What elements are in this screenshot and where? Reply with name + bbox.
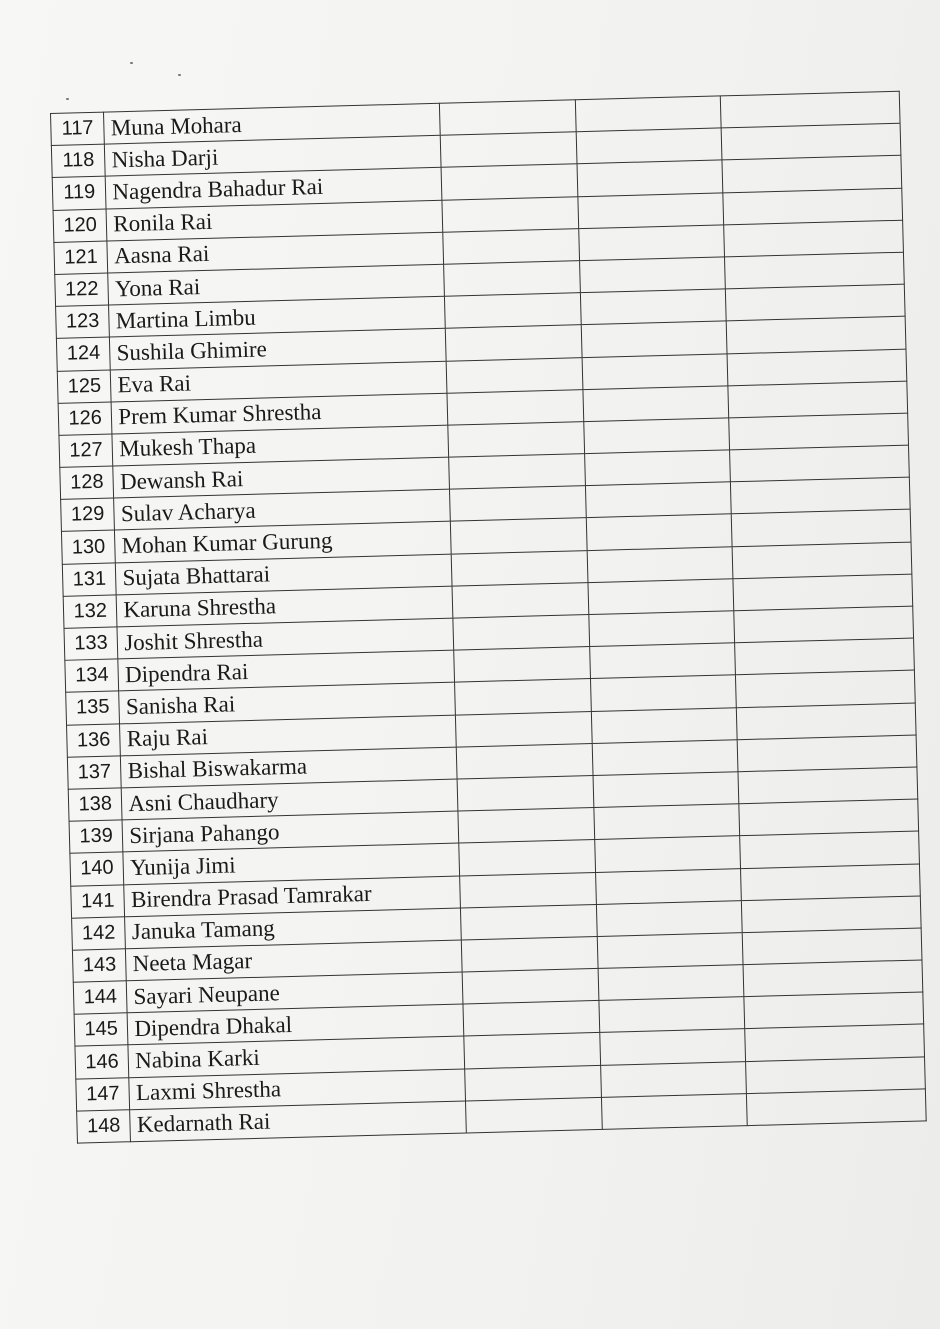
serial-number-cell: 137 <box>67 756 121 790</box>
blank-cell <box>590 675 736 711</box>
serial-number-cell: 143 <box>72 949 126 983</box>
blank-cell <box>589 611 735 647</box>
serial-number-cell: 128 <box>60 466 114 500</box>
blank-cell <box>736 703 916 740</box>
blank-cell <box>739 799 919 836</box>
blank-cell <box>452 582 589 618</box>
blank-cell <box>593 772 739 808</box>
blank-cell <box>729 445 909 482</box>
serial-number-cell: 133 <box>64 627 118 661</box>
serial-number-cell: 125 <box>57 370 111 404</box>
person-name-cell: Sayari Neupane <box>127 972 463 1013</box>
person-name-cell: Birendra Prasad Tamrakar <box>124 876 460 917</box>
blank-cell <box>742 928 922 965</box>
serial-number-cell: 134 <box>65 659 119 693</box>
person-name-cell: Sushila Ghimire <box>110 329 446 370</box>
blank-cell <box>732 542 912 579</box>
serial-number-cell: 141 <box>71 884 125 918</box>
blank-cell <box>589 643 735 679</box>
blank-cell <box>578 192 724 228</box>
person-name-cell: Sujata Bhattarai <box>116 554 452 595</box>
blank-cell <box>583 418 729 454</box>
blank-cell <box>579 257 725 293</box>
blank-cell <box>599 997 745 1033</box>
name-roster-table <box>50 91 927 1144</box>
blank-cell <box>733 606 913 643</box>
person-name-cell: Raju Rai <box>120 715 456 756</box>
serial-number-cell: 122 <box>55 273 109 307</box>
blank-cell <box>577 160 723 196</box>
serial-number-cell: 121 <box>54 241 108 275</box>
person-name-cell: Sirjana Pahango <box>122 811 458 852</box>
blank-cell <box>578 225 724 261</box>
person-name-cell: Nabina Karki <box>128 1036 464 1077</box>
blank-cell <box>594 836 740 872</box>
person-name-cell: Muna Mohara <box>104 103 440 144</box>
person-name-cell: Sulav Acharya <box>114 489 450 530</box>
blank-cell <box>726 316 906 353</box>
person-name-cell: Joshit Shrestha <box>117 618 453 659</box>
serial-number-cell: 146 <box>75 1045 129 1079</box>
serial-number-cell: 126 <box>58 402 112 436</box>
blank-cell <box>744 992 924 1029</box>
serial-number-cell: 145 <box>74 1013 128 1047</box>
serial-number-cell: 148 <box>77 1110 131 1144</box>
blank-cell <box>448 422 585 458</box>
blank-cell <box>728 381 908 418</box>
person-name-cell: Yunija Jimi <box>123 843 459 884</box>
blank-cell <box>465 1097 602 1133</box>
blank-cell <box>576 128 722 164</box>
person-name-cell: Ronila Rai <box>106 200 442 241</box>
blank-cell <box>442 196 579 232</box>
blank-cell <box>738 767 918 804</box>
blank-cell <box>723 220 903 257</box>
blank-cell <box>455 711 592 747</box>
serial-number-cell: 130 <box>61 530 115 564</box>
person-name-cell: Mukesh Thapa <box>112 425 448 466</box>
blank-cell <box>441 164 578 200</box>
blank-cell <box>588 579 734 615</box>
person-name-cell: Martina Limbu <box>109 296 445 337</box>
blank-cell <box>456 743 593 779</box>
blank-cell <box>453 615 590 651</box>
blank-cell <box>739 831 919 868</box>
serial-number-cell: 142 <box>72 917 126 951</box>
blank-cell <box>460 904 597 940</box>
blank-cell <box>464 1033 601 1069</box>
serial-number-cell: 139 <box>69 820 123 854</box>
serial-number-cell: 138 <box>68 788 122 822</box>
blank-cell <box>462 969 599 1005</box>
person-name-cell: Dipendra Rai <box>118 650 454 691</box>
blank-cell <box>443 261 580 297</box>
blank-cell <box>598 965 744 1001</box>
serial-number-cell: 144 <box>73 981 127 1015</box>
blank-cell <box>599 1029 745 1065</box>
blank-cell <box>583 386 729 422</box>
blank-cell <box>723 188 903 225</box>
blank-cell <box>730 477 910 514</box>
blank-cell <box>585 482 731 518</box>
person-name-cell: Karuna Shrestha <box>117 586 453 627</box>
person-name-cell: Prem Kumar Shrestha <box>111 393 447 434</box>
blank-cell <box>720 91 900 128</box>
blank-cell <box>448 454 585 490</box>
blank-cell <box>744 1024 924 1061</box>
person-name-cell: Asni Chaudhary <box>122 779 458 820</box>
blank-cell <box>591 707 737 743</box>
blank-cell <box>444 293 581 329</box>
blank-cell <box>740 863 920 900</box>
blank-cell <box>746 1089 926 1126</box>
person-name-cell: Yona Rai <box>108 264 444 305</box>
blank-cell <box>580 289 726 325</box>
blank-cell <box>463 1001 600 1037</box>
serial-number-cell: 124 <box>56 337 110 371</box>
blank-cell <box>587 546 733 582</box>
blank-cell <box>735 670 915 707</box>
person-name-cell: Aasna Rai <box>107 232 443 273</box>
blank-cell <box>597 933 743 969</box>
person-name-cell: Kedarnath Rai <box>130 1101 466 1142</box>
blank-cell <box>464 1065 601 1101</box>
scan-speck <box>178 74 181 76</box>
person-name-cell: Mohan Kumar Gurung <box>115 522 451 563</box>
blank-cell <box>447 389 584 425</box>
blank-cell <box>450 518 587 554</box>
blank-cell <box>453 647 590 683</box>
roster-body <box>51 91 927 1143</box>
blank-cell <box>722 156 902 193</box>
blank-cell <box>724 252 904 289</box>
serial-number-cell: 127 <box>59 434 113 468</box>
blank-cell <box>445 325 582 361</box>
blank-cell <box>458 840 595 876</box>
person-name-cell: Dewansh Rai <box>113 457 449 498</box>
person-name-cell: Januka Tamang <box>125 908 461 949</box>
blank-cell <box>721 123 901 160</box>
scan-speck <box>66 98 69 100</box>
blank-cell <box>581 321 727 357</box>
blank-cell <box>741 896 921 933</box>
blank-cell <box>733 574 913 611</box>
serial-number-cell: 135 <box>66 691 120 725</box>
person-name-cell: Nagendra Bahadur Rai <box>106 168 442 209</box>
serial-number-cell: 136 <box>67 723 121 757</box>
serial-number-cell: 129 <box>61 498 115 532</box>
blank-cell <box>586 514 732 550</box>
serial-number-cell: 118 <box>51 144 105 178</box>
serial-number-cell: 123 <box>56 305 110 339</box>
person-name-cell: Laxmi Shrestha <box>129 1069 465 1110</box>
blank-cell <box>725 284 905 321</box>
serial-number-cell: 131 <box>62 563 116 597</box>
blank-cell <box>440 132 577 168</box>
blank-cell <box>731 510 911 547</box>
blank-cell <box>596 900 742 936</box>
blank-cell <box>461 936 598 972</box>
blank-cell <box>592 739 738 775</box>
blank-cell <box>734 638 914 675</box>
blank-cell <box>601 1093 747 1129</box>
blank-cell <box>451 550 588 586</box>
blank-cell <box>442 228 579 264</box>
person-name-cell: Eva Rai <box>111 361 447 402</box>
blank-cell <box>454 679 591 715</box>
blank-cell <box>449 486 586 522</box>
blank-cell <box>595 868 741 904</box>
serial-number-cell: 140 <box>70 852 124 886</box>
person-name-cell: Nisha Darji <box>105 135 441 176</box>
person-name-cell: Neeta Magar <box>126 940 462 981</box>
person-name-cell: Dipendra Dhakal <box>127 1004 463 1045</box>
blank-cell <box>457 775 594 811</box>
serial-number-cell: 117 <box>51 112 105 146</box>
scan-speck <box>130 62 133 64</box>
blank-cell <box>458 808 595 844</box>
person-name-cell: Sanisha Rai <box>119 682 455 723</box>
blank-cell <box>584 450 730 486</box>
blank-cell <box>575 96 721 132</box>
blank-cell <box>446 357 583 393</box>
blank-cell <box>594 804 740 840</box>
blank-cell <box>728 413 908 450</box>
serial-number-cell: 120 <box>53 209 107 243</box>
blank-cell <box>745 1057 925 1094</box>
serial-number-cell: 132 <box>63 595 117 629</box>
blank-cell <box>727 349 907 386</box>
blank-cell <box>600 1061 746 1097</box>
serial-number-cell: 119 <box>52 176 106 210</box>
blank-cell <box>582 353 728 389</box>
blank-cell <box>439 100 576 136</box>
person-name-cell: Bishal Biswakarma <box>121 747 457 788</box>
blank-cell <box>743 960 923 997</box>
blank-cell <box>737 735 917 772</box>
serial-number-cell: 147 <box>76 1077 130 1111</box>
blank-cell <box>459 872 596 908</box>
